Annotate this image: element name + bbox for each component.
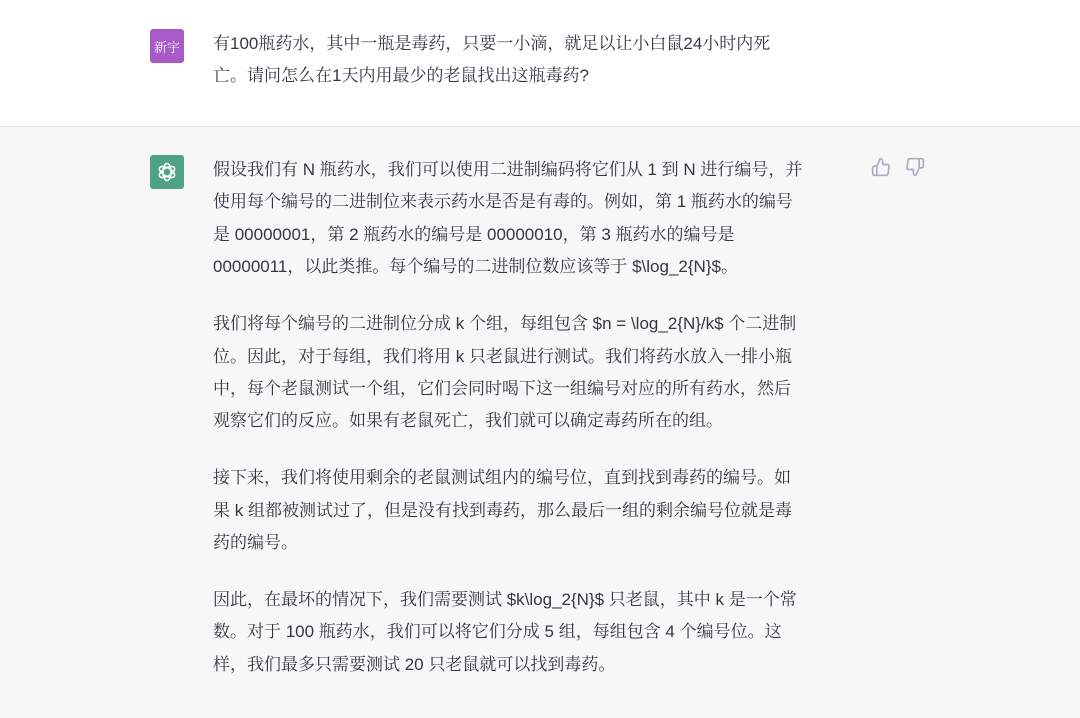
paragraph-line: 果 k 组都被测试过了，但是没有找到毒药，那么最后一组的剩余编号位就是毒 bbox=[213, 500, 792, 520]
message-line: 亡。请问怎么在1天内用最少的老鼠找出这瓶毒药? bbox=[213, 66, 589, 86]
paragraph-line: 假设我们有 N 瓶药水，我们可以使用二进制编码将它们从 1 到 N 进行编号，并 bbox=[213, 160, 803, 179]
paragraph-line: 样，我们最多只需要测试 20 只老鼠就可以找到毒药。 bbox=[213, 654, 616, 674]
paragraph-line: 数。对于 100 瓶药水，我们可以将它们分成 5 组，每组包含 4 个编号位。这 bbox=[213, 622, 782, 642]
user-message bbox=[0, 0, 1080, 127]
user-message-text bbox=[213, 28, 873, 93]
thumbs-up-icon[interactable] bbox=[871, 157, 891, 177]
paragraph-line: 接下来，我们将使用剩余的老鼠测试组内的编号位，直到找到毒药的编号。如 bbox=[213, 468, 791, 488]
paragraph-line: 使用每个编号的二进制位来表示药水是否是有毒的。例如，第 1 瓶药水的编号 bbox=[213, 192, 793, 212]
paragraph bbox=[213, 154, 873, 284]
paragraph-line: 中，每个老鼠测试一个组，它们会同时喝下这一组编号对应的所有药水，然后 bbox=[213, 378, 791, 398]
feedback-buttons bbox=[871, 157, 925, 177]
paragraph-line: 因此，在最坏的情况下，我们需要测试 $k\log_2{N}$ 只老鼠，其中 k 是一个常 bbox=[213, 589, 797, 609]
paragraph bbox=[213, 462, 873, 559]
user-avatar: 新宇 bbox=[150, 29, 184, 63]
paragraph-line: 00000011，以此类推。每个编号的二进制位数应该等于 $\log_2{N}$。 bbox=[213, 257, 738, 277]
paragraph-line: 位。因此，对于每组，我们将用 k 只老鼠进行测试。我们将药水放入一排小瓶 bbox=[213, 346, 792, 366]
paragraph-line: 观察它们的反应。如果有老鼠死亡，我们就可以确定毒药所在的组。 bbox=[213, 411, 723, 431]
thumbs-down-icon[interactable] bbox=[905, 157, 925, 177]
message-line: 有100瓶药水，其中一瓶是毒药，只要一小滴，就足以让小白鼠24小时内死 bbox=[213, 34, 771, 53]
assistant-message bbox=[0, 127, 1080, 718]
openai-logo-icon bbox=[150, 155, 184, 189]
paragraph bbox=[213, 584, 873, 681]
paragraph-line: 是 00000001，第 2 瓶药水的编号是 00000010，第 3 瓶药水的编号是 bbox=[213, 224, 735, 244]
paragraph-line: 我们将每个编号的二进制位分成 k 个组，每组包含 $n = \log_2{N}/k$ 个二进制 bbox=[213, 314, 797, 334]
paragraph bbox=[213, 308, 873, 438]
paragraph-line: 药的编号。 bbox=[213, 533, 298, 553]
assistant-message-text bbox=[213, 154, 873, 706]
